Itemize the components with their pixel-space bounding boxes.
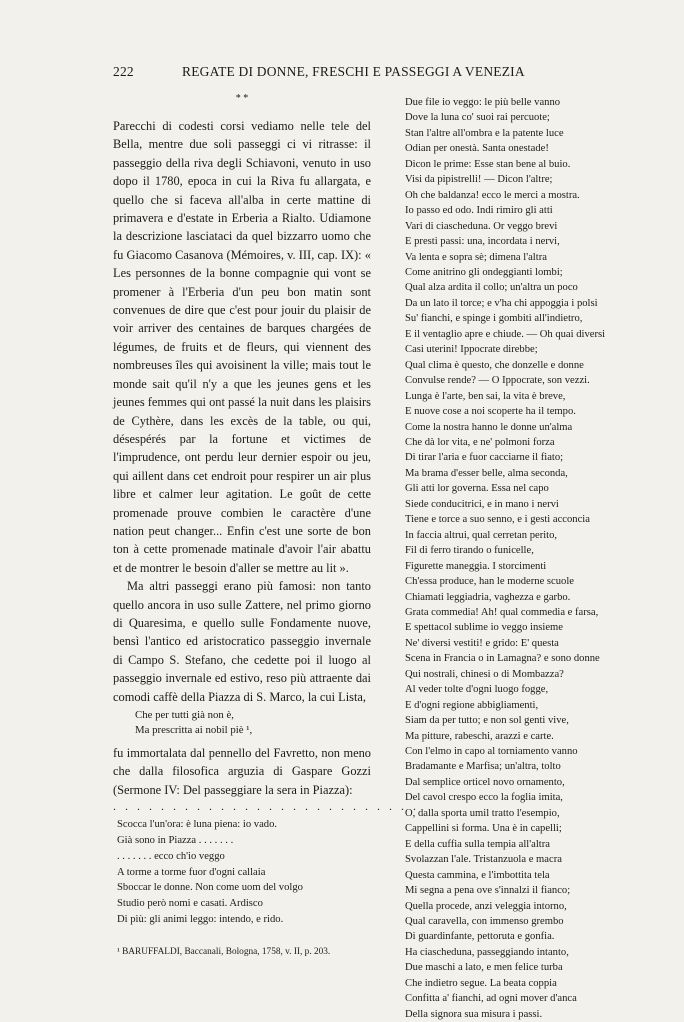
- verse-line: Ma pitture, rabeschi, arazzi e carte.: [405, 730, 554, 742]
- verse-line: Confitta a' fianchi, ad ogni mover d'anca: [405, 993, 577, 1005]
- section-mark: * *: [235, 93, 249, 104]
- verse-line: Va lenta e sopra sè; dimena l'altra: [405, 251, 547, 263]
- running-title: REGATE DI DONNE, FRESCHI E PASSEGGI A VENEZIA: [182, 64, 525, 79]
- verse-line: Con l'elmo in capo al torniamento vanno: [405, 746, 578, 758]
- verse-line: Su' fianchi, e spinge i gombiti all'indietro,: [405, 313, 583, 325]
- verse-line: Studio però nomi e casati. Ardisco: [117, 898, 263, 910]
- verse-line: Ha ciascheduna, passeggiando intanto,: [405, 946, 569, 958]
- verse-line: E spettacol sublime io veggo insieme: [405, 622, 563, 634]
- verse-line: Ch'essa produce, han le moderne scuole: [405, 576, 574, 588]
- verse-line: Della signora sua misura i passi.: [405, 1008, 543, 1020]
- left-column: [113, 93, 419, 958]
- verse-line: . . . . . . . ecco ch'io veggo: [117, 850, 225, 862]
- verse-line: Figurette maneggia. I storcimenti: [405, 560, 547, 572]
- verse-line: Grata commedia! Ah! qual commedia e farsa,: [405, 606, 599, 618]
- verse-line: Mi segna a pena ove s'innalzi il fianco;: [405, 885, 571, 897]
- verse-line: Chiamati leggiadria, vaghezza e garbo.: [405, 591, 571, 603]
- verse-line: Convulse rende? — O Ippocrate, son vezzi.: [405, 375, 590, 387]
- verse-line: Ne' diversi vestiti! e grido: E' questa: [405, 637, 559, 649]
- verse-line: Dal semplice orticel novo ornamento,: [405, 776, 565, 788]
- verse-line: Che dà lor vita, e ne' polmoni forza: [405, 436, 555, 448]
- verse-line: Oh che baldanza! ecco le merci a mostra.: [405, 189, 580, 201]
- verse-line: Quella procede, anzi veleggia intorno,: [405, 900, 567, 912]
- paragraph-favretto: fu immortalata dal pennello del Favretto, non meno che dalla filosofica arguzia di Gaspare Gozzi (Sermone IV: Del passeggiare la sera in Piazza):: [113, 746, 371, 797]
- verse-line: Gli atti lor governa. Essa nel capo: [405, 483, 549, 495]
- verse-line: Scocca l'un'ora: è luna piena: io vado.: [117, 819, 278, 831]
- verse-line: Ma brama d'esser belle, alma seconda,: [405, 467, 568, 479]
- verse-line: Tiene e torce a suo senno, e i gesti acconcia: [405, 514, 590, 526]
- verse-line: Dove la luna co' suoi rai percuote;: [405, 112, 550, 124]
- verse-line: Due maschi a lato, e men felice turba: [405, 962, 563, 974]
- verse-line: In faccia altrui, qual cerretan perito,: [405, 529, 558, 541]
- verse-line: Qual alza ardita il collo; un'altra un poco: [405, 282, 578, 294]
- ellipsis-row: . . . . . . . . . . . . . . . . . . . . . . . . . .: [113, 799, 419, 814]
- verse-line: Del cavol crespo ecco la foglia imita,: [405, 792, 563, 804]
- verse-line: Sboccar le donne. Non come uom del volgo: [117, 882, 303, 894]
- page-number: 222: [113, 64, 134, 79]
- verse-line: Che indietro segue. La beata coppia: [405, 977, 557, 989]
- quote-line: Che per tutti già non è,: [135, 709, 234, 721]
- verse-line: E presti passi: una, incordata i nervi,: [405, 236, 560, 248]
- paragraph-casanova: Parecchi di codesti corsi vediamo nelle tele del Bella, mentre due soli passeggi ci vi ritrasse: il passeggio della riva degli Schiavoni, venuto in uso dopo il 1780, epoca in cui la Riva fu allargata, e quello che si faceva all'alba in certe mattine di primavera e d'estate in Erberia a Rialto. Udiamone la descrizione lasciataci da quel bizzarro uomo che fu Giacomo Casanova (Mémoires, v. III, cap. IX): « Les personnes de la bonne compagnie qui vont se promener à l'Erberia d'un peu bon matin sont convenues de dire que c'est pour jouir du plaisir de voir arriver des centaines de barques chargées de légumes, de fruits et de fleurs, qui viennent des nombreuses îles qui avoisinent la ville; mais tout le monde sait qu'il n'y a que les jeunes gens et les jeunes femmes qui ont passé la nuit dans les plaisirs de Cythère, dans les excès de la table, ou qui, désespérés par la fortune et victimes de l'imprudence, ont perdu leur dernier espoir ou jeu, qui aillent dans cet endroit pour respirer un air plus libre et calmer leur agitation. Le goût de cette promenade prouve combien le caractère d'une nation peut changer... Enfin c'est une sorte de bon ton à cette promenade matinale d'avoir l'air abattu et de montrer le besoin d'aller se mettre au lit ».: [113, 119, 371, 575]
- verse-line: Fil di ferro tirando o funicelle,: [405, 545, 534, 557]
- prose-body: [113, 117, 371, 706]
- verse-line: Già sono in Piazza . . . . . . .: [117, 835, 234, 847]
- verse-line: A torme a torme fuor d'ogni callaia: [117, 866, 266, 878]
- page-header: [113, 64, 573, 80]
- verse-line: Bradamante e Marfisa; un'altra, tolto: [405, 761, 561, 773]
- verse-line: O, dalla sporta umil tratto l'esempio,: [405, 807, 560, 819]
- verse-line: Qual caravella, con immenso grembo: [405, 916, 564, 928]
- verse-line: Due file io veggo: le più belle vanno: [405, 97, 561, 108]
- verse-line: Di guardinfante, pettoruta e gonfia.: [405, 931, 555, 943]
- verse-line: Vari di ciascheduna. Or veggo brevi: [405, 220, 558, 232]
- verse-line: Di più: gli animi leggo: intendo, e rido.: [117, 914, 284, 925]
- verse-line: Dicon le prime: Esse stan bene al buio.: [405, 158, 571, 170]
- verse-line: E il ventaglio apre e chiude. — Oh quai diversi: [405, 328, 606, 340]
- inline-quote: [135, 708, 371, 738]
- verse-line: Qui nostrali, chinesi o di Mombazza?: [405, 668, 564, 680]
- verse-line: Questa cammina, e l'imbottita tela: [405, 869, 550, 881]
- verse-line: Svolazzan l'ale. Tristanzuola e macra: [405, 854, 562, 866]
- verse-line: Di tirar l'aria e fuor cacciarne il fiato;: [405, 452, 564, 464]
- quote-line: Ma prescritta ai nobil piè ¹,: [135, 724, 253, 736]
- verse-line: Stan l'altre all'ombra e la patente luce: [405, 127, 564, 139]
- verse-line: E d'ogni regione abbigliamenti,: [405, 699, 539, 711]
- verse-line: Casi uterini! Ippocrate direbbe;: [405, 344, 538, 356]
- verse-line: Lunga è l'arte, ben sai, la vita è breve,: [405, 390, 566, 402]
- verse-line: Odian per onestà. Santa onestade!: [405, 143, 549, 155]
- verse-line: Qual clima è questo, che donzelle e donne: [405, 359, 584, 371]
- verse-line: Siede conducitrici, e in mano i nervi: [405, 498, 559, 510]
- verse-line: E della cuffia sulla tempia all'altra: [405, 838, 550, 850]
- verse-line: Visi da pipistrelli! — Dicon l'altre;: [405, 174, 553, 186]
- paragraph-passeggi: Ma altri passeggi erano più famosi: non tanto quello ancora in uso sulle Zattere, nel primo giorno di Quaresima, e quello sulle Fondamente nuove, bensì l'antico ed aristocratico passeggio invernale di Campo S. Stefano, che cedette poi il luogo al passeggio invernale ed estivo, reso più attraente dai comodi caffè della Piazza di S. Marco, la cui Lista,: [113, 579, 371, 704]
- gozzi-verse-left: [117, 817, 371, 928]
- verse-line: Io passo ed odo. Indi rimiro gli atti: [405, 205, 553, 217]
- footnote: ¹ BARUFFALDI, Baccanali, Bologna, 1758, v. II, p. 203.: [117, 946, 331, 957]
- right-column-verse: [405, 95, 635, 1022]
- verse-line: Al veder tolte d'ogni luogo fogge,: [405, 684, 549, 696]
- verse-line: Scena in Francia o in Lamagna? e sono donne: [405, 653, 600, 665]
- prose-continuation: [113, 744, 371, 799]
- verse-line: Come la nostra hanno le donne un'alma: [405, 421, 573, 433]
- verse-line: Siam da per tutto; e non sol genti vive,: [405, 715, 569, 727]
- verse-line: Da un lato il torce; e v'ha chi appoggia i polsi: [405, 297, 598, 309]
- verse-line: Come anitrino gli ondeggianti lombi;: [405, 266, 563, 278]
- verse-line: E nuove cose a noi scoperte ha il tempo.: [405, 406, 576, 418]
- verse-line: Cappellini si forma. Una è in capelli;: [405, 823, 562, 835]
